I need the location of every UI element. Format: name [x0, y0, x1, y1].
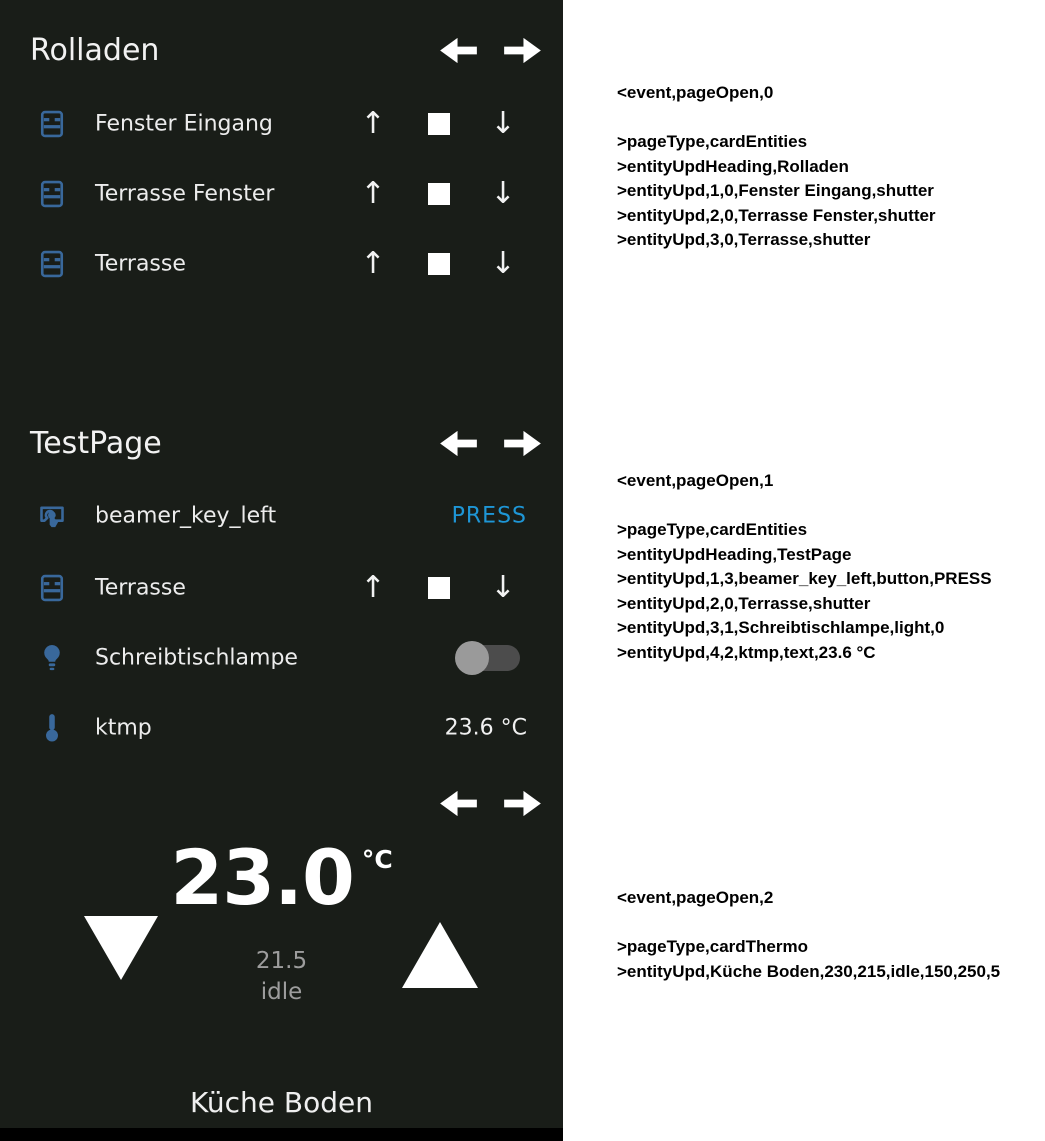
entity-label: Schreibtischlampe — [95, 645, 298, 671]
shutter-down-button[interactable]: ↓ — [490, 570, 516, 605]
log-line: >entityUpd,2,0,Terrasse Fenster,shutter — [617, 205, 936, 225]
shutter-icon — [38, 178, 66, 210]
current-temperature-value: 23.0 — [170, 833, 354, 922]
log-block-page1 — [617, 469, 992, 665]
shutter-stop-button[interactable] — [428, 183, 450, 205]
toggle-knob — [455, 641, 489, 675]
current-temperature — [0, 833, 563, 922]
entity-row — [0, 706, 563, 750]
shutter-icon — [38, 572, 66, 604]
light-toggle[interactable] — [458, 645, 520, 671]
shutter-stop-button[interactable] — [428, 253, 450, 275]
shutter-icon — [38, 108, 66, 140]
card1-header — [30, 425, 541, 461]
log-line: >entityUpd,3,0,Terrasse,shutter — [617, 230, 871, 249]
log-line: >entityUpdHeading,Rolladen — [617, 156, 849, 176]
log-event-line: <event,pageOpen,0 — [617, 83, 774, 102]
nav-right-icon[interactable] — [504, 36, 541, 65]
card0-title: Rolladen — [30, 32, 160, 68]
card0-header — [30, 32, 541, 68]
entity-row — [0, 636, 563, 680]
thermostat-state: idle — [260, 979, 303, 1005]
log-block-page0 — [617, 81, 936, 253]
log-line: >pageType,cardThermo — [617, 937, 808, 956]
log-line: >entityUpd,Küche Boden,230,215,idle,150,250,5 — [617, 961, 1001, 981]
log-line: >pageType,cardEntities — [617, 520, 808, 539]
lightbulb-icon — [38, 642, 66, 674]
press-button[interactable]: PRESS — [451, 503, 527, 529]
text-entity-value: 23.6 °C — [444, 715, 527, 741]
thermostat-title: Küche Boden — [189, 1086, 374, 1119]
nav-left-icon[interactable] — [440, 429, 477, 458]
shutter-icon — [38, 248, 66, 280]
log-line: >entityUpd,3,1,Schreibtischlampe,light,0 — [617, 618, 945, 637]
nav-left-icon[interactable] — [440, 789, 477, 818]
log-block-page2 — [617, 886, 1000, 984]
nav-right-icon[interactable] — [504, 789, 541, 818]
log-line: >entityUpd,2,0,Terrasse,shutter — [617, 593, 871, 613]
entity-label: Terrasse — [95, 575, 186, 601]
log-line: >entityUpd,4,2,ktmp,text,23.6 °C — [617, 642, 876, 662]
target-temperature: 21.5 — [255, 948, 308, 974]
shutter-down-button[interactable]: ↓ — [490, 176, 516, 211]
card2-nav — [440, 789, 541, 818]
entity-label: Terrasse Fenster — [95, 181, 275, 207]
log-line: >entityUpd,1,0,Fenster Eingang,shutter — [617, 181, 934, 200]
log-line: >entityUpd,1,3,beamer_key_left,button,PRESS — [617, 569, 992, 588]
shutter-up-button[interactable]: ↑ — [360, 106, 386, 141]
shutter-down-button[interactable]: ↓ — [490, 106, 516, 141]
shutter-down-button[interactable]: ↓ — [490, 246, 516, 281]
entity-label: Terrasse — [95, 251, 186, 277]
entity-label: Fenster Eingang — [95, 111, 273, 137]
card1-title: TestPage — [30, 425, 162, 461]
log-line: >pageType,cardEntities — [617, 132, 808, 151]
shutter-stop-button[interactable] — [428, 113, 450, 135]
temperature-unit: °C — [361, 845, 393, 874]
log-event-line: <event,pageOpen,2 — [617, 888, 774, 907]
shutter-up-button[interactable]: ↑ — [360, 570, 386, 605]
nav-right-icon[interactable] — [504, 429, 541, 458]
thermometer-icon — [38, 712, 66, 744]
card2-header — [30, 785, 541, 821]
entity-row — [0, 102, 563, 146]
shutter-up-button[interactable]: ↑ — [360, 246, 386, 281]
entity-row — [0, 172, 563, 216]
shutter-stop-button[interactable] — [428, 577, 450, 599]
shutter-up-button[interactable]: ↑ — [360, 176, 386, 211]
log-line: >entityUpdHeading,TestPage — [617, 544, 852, 564]
gesture-tap-button-icon — [38, 500, 66, 532]
log-event-line: <event,pageOpen,1 — [617, 471, 774, 490]
card1-nav — [440, 429, 541, 458]
entity-row — [0, 494, 563, 538]
entity-row — [0, 566, 563, 610]
entity-label: ktmp — [95, 715, 152, 741]
nav-left-icon[interactable] — [440, 36, 477, 65]
card0-nav — [440, 36, 541, 65]
entity-row — [0, 242, 563, 286]
entity-label: beamer_key_left — [95, 503, 277, 529]
panel-bottom-bezel — [0, 1128, 563, 1141]
